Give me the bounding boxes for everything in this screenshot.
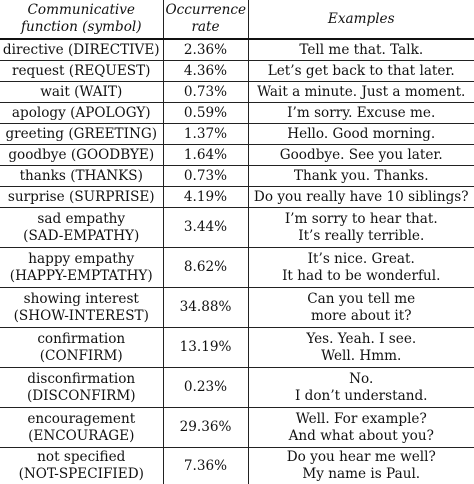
examples-cell-line: Tell me that. Talk. (251, 42, 473, 59)
function-cell (0, 39, 163, 61)
rate-cell: 0.23% (163, 368, 248, 408)
function-cell (0, 61, 163, 82)
rate-cell: 4.36% (163, 61, 248, 82)
function-cell-line: (ENCOURAGE) (2, 428, 161, 445)
function-cell (0, 248, 163, 288)
function-cell-line: apology (APOLOGY) (2, 105, 161, 122)
examples-cell (248, 61, 474, 82)
function-cell-line: (SAD-EMPATHY) (2, 228, 161, 245)
function-cell (0, 328, 163, 368)
function-cell (0, 103, 163, 124)
table-header-row (0, 0, 474, 39)
examples-cell-line: It had to be wonderful. (251, 268, 473, 285)
function-cell-line: happy empathy (2, 251, 161, 268)
function-cell (0, 145, 163, 166)
examples-cell-line: I’m sorry to hear that. (251, 211, 473, 228)
table-row (0, 248, 474, 288)
examples-cell-line: My name is Paul. (251, 466, 473, 483)
function-cell (0, 208, 163, 248)
examples-cell (248, 448, 474, 484)
examples-cell-line: I’m sorry. Excuse me. (251, 105, 473, 122)
examples-cell-line: Do you really have 10 siblings? (251, 189, 473, 206)
examples-cell-line: Do you hear me well? (251, 449, 473, 466)
function-cell-line: disconfirmation (2, 371, 161, 388)
function-cell-line: showing interest (2, 291, 161, 308)
rate-cell: 29.36% (163, 408, 248, 448)
function-cell (0, 448, 163, 484)
header-rate-line1: Occurrence (166, 2, 246, 19)
rate-cell: 4.19% (163, 187, 248, 208)
function-cell-line: request (REQUEST) (2, 63, 161, 80)
examples-cell (248, 408, 474, 448)
examples-cell-line: Yes. Yeah. I see. (251, 331, 473, 348)
examples-cell-line: Let’s get back to that later. (251, 63, 473, 80)
function-cell (0, 288, 163, 328)
examples-cell-line: Thank you. Thanks. (251, 168, 473, 185)
examples-cell (248, 288, 474, 328)
examples-cell (248, 124, 474, 145)
table-row (0, 328, 474, 368)
examples-cell-line: It’s really terrible. (251, 228, 473, 245)
rate-cell: 0.73% (163, 82, 248, 103)
function-cell (0, 124, 163, 145)
function-cell (0, 82, 163, 103)
table-row (0, 448, 474, 484)
header-function-line1: Communicative (2, 2, 161, 19)
function-cell (0, 166, 163, 187)
table-row (0, 124, 474, 145)
rate-cell: 0.73% (163, 166, 248, 187)
function-cell (0, 408, 163, 448)
function-cell-line: thanks (THANKS) (2, 168, 161, 185)
header-rate-line2: rate (166, 19, 246, 36)
rate-cell: 8.62% (163, 248, 248, 288)
examples-cell (248, 248, 474, 288)
rate-cell: 1.64% (163, 145, 248, 166)
rate-cell: 0.59% (163, 103, 248, 124)
rate-cell: 13.19% (163, 328, 248, 368)
examples-cell (248, 145, 474, 166)
table-row (0, 187, 474, 208)
examples-cell (248, 82, 474, 103)
table-row (0, 145, 474, 166)
function-cell (0, 187, 163, 208)
examples-cell-line: Well. Hmm. (251, 348, 473, 365)
examples-cell-line: No. (251, 371, 473, 388)
function-cell-line: directive (DIRECTIVE) (2, 42, 161, 59)
examples-cell-line: It’s nice. Great. (251, 251, 473, 268)
table-row (0, 368, 474, 408)
header-function (0, 0, 163, 39)
table-row (0, 61, 474, 82)
examples-cell-line: Can you tell me (251, 291, 473, 308)
examples-cell (248, 39, 474, 61)
function-cell (0, 368, 163, 408)
examples-cell-line: Well. For example? (251, 411, 473, 428)
function-cell-line: encouragement (2, 411, 161, 428)
rate-cell: 2.36% (163, 39, 248, 61)
rate-cell: 34.88% (163, 288, 248, 328)
table-body (0, 39, 474, 484)
rate-cell: 7.36% (163, 448, 248, 484)
header-examples: Examples (248, 0, 474, 39)
examples-cell-line: Hello. Good morning. (251, 126, 473, 143)
examples-cell (248, 328, 474, 368)
examples-cell-line: And what about you? (251, 428, 473, 445)
rate-cell: 3.44% (163, 208, 248, 248)
function-cell-line: (DISCONFIRM) (2, 388, 161, 405)
function-cell-line: goodbye (GOODBYE) (2, 147, 161, 164)
function-cell-line: (SHOW-INTEREST) (2, 308, 161, 325)
function-cell-line: (HAPPY-EMPTATHY) (2, 268, 161, 285)
examples-cell-line: Goodbye. See you later. (251, 147, 473, 164)
table-row (0, 103, 474, 124)
header-rate (163, 0, 248, 39)
examples-cell (248, 103, 474, 124)
table-row (0, 39, 474, 61)
function-cell-line: surprise (SURPRISE) (2, 189, 161, 206)
table-row (0, 82, 474, 103)
examples-cell (248, 187, 474, 208)
table-row (0, 288, 474, 328)
rate-cell: 1.37% (163, 124, 248, 145)
function-cell-line: (CONFIRM) (2, 348, 161, 365)
table-row (0, 208, 474, 248)
examples-cell-line: Wait a minute. Just a moment. (251, 84, 473, 101)
examples-cell-line: I don’t understand. (251, 388, 473, 405)
function-cell-line: confirmation (2, 331, 161, 348)
function-cell-line: greeting (GREETING) (2, 126, 161, 143)
function-cell-line: (NOT-SPECIFIED) (2, 466, 161, 483)
header-function-line2: function (symbol) (2, 19, 161, 36)
function-cell-line: not specified (2, 449, 161, 466)
table-row (0, 408, 474, 448)
examples-cell (248, 368, 474, 408)
table-row (0, 166, 474, 187)
function-cell-line: sad empathy (2, 211, 161, 228)
examples-cell-line: more about it? (251, 308, 473, 325)
examples-cell (248, 166, 474, 187)
function-cell-line: wait (WAIT) (2, 84, 161, 101)
examples-cell (248, 208, 474, 248)
